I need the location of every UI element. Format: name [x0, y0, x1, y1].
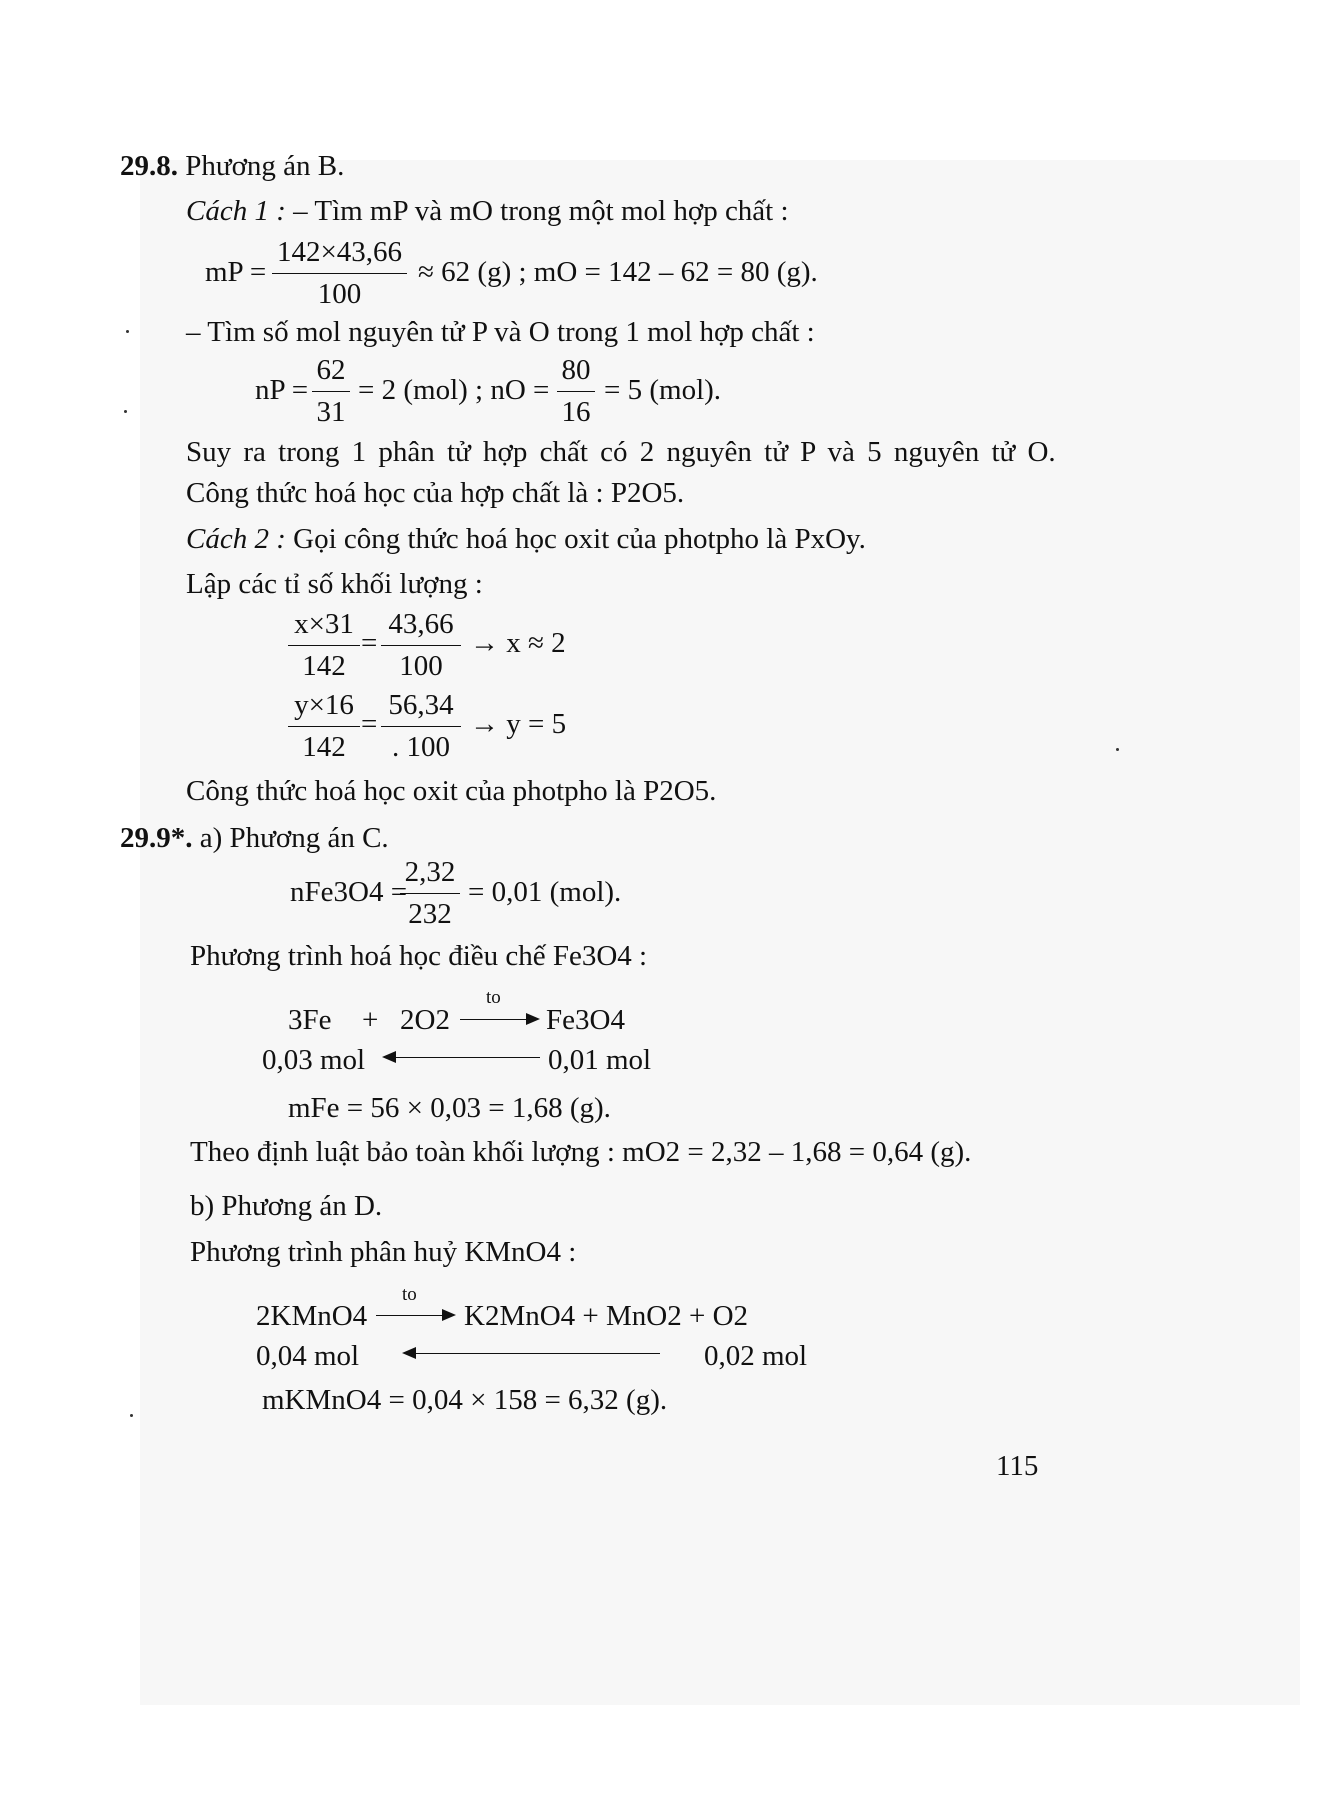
s298-label: 29.8. [120, 150, 178, 182]
s299-heading [120, 824, 389, 853]
n-denominator: 232 [408, 898, 452, 930]
eq-condition: to [486, 987, 501, 1008]
ry-left-bar [288, 726, 360, 727]
eq-product: Fe3O4 [546, 1004, 625, 1036]
s298-c1-text2: – Tìm số mol nguyên tử P và O trong 1 mol hợp chất : [186, 316, 815, 348]
s298-c2-label: Cách 2 : [186, 523, 286, 555]
n-lhs: nFe3O4 = [290, 876, 408, 908]
eq-fe: 3Fe [288, 1004, 332, 1036]
mp-fraction-bar [272, 273, 407, 274]
rx-fraction-right [381, 610, 461, 681]
mol-right: 0,01 mol [548, 1044, 652, 1076]
ry-result: → y = 5 [470, 708, 567, 740]
s299-eq-intro: Phương trình hoá học điều chế Fe3O4 : [190, 940, 648, 972]
n-fraction-bar [400, 893, 460, 894]
eq-arrow-head [526, 1013, 540, 1025]
np-fraction [312, 356, 350, 427]
np-fraction-bar [312, 391, 350, 392]
eq-arrow [460, 1019, 528, 1020]
s299-law: Theo định luật bảo toàn khối lượng : mO2 = 2,32 – 1,68 = 0,64 (g). [190, 1136, 972, 1168]
s299-b-answer: b) Phương án D. [190, 1190, 383, 1222]
s298-c1-line [186, 197, 789, 226]
s298-ratio-intro: Lập các tỉ số khối lượng : [186, 568, 483, 600]
n-rhs: = 0,01 (mol). [468, 876, 622, 908]
b-condition: to [402, 1284, 417, 1305]
s299-label: 29.9*. [120, 822, 193, 854]
rx-left-bar [288, 645, 360, 646]
s298-c2-line [186, 525, 866, 554]
rx-left-num: x×31 [294, 608, 354, 640]
scan-speck [130, 1414, 133, 1417]
ry-fraction-left [288, 691, 360, 762]
scan-speck [126, 330, 129, 333]
ry-right-den: . 100 [392, 731, 450, 763]
ry-equals: = [361, 708, 378, 740]
mol-arrow [394, 1057, 540, 1058]
b-mol-arrow [414, 1353, 660, 1354]
n-fraction [400, 858, 460, 929]
ry-left-num: y×16 [294, 689, 354, 721]
mp-fraction [272, 238, 407, 309]
rx-right-bar [381, 645, 461, 646]
rx-right-num: 43,66 [388, 608, 454, 640]
s298-conclude: Suy ra trong 1 phân tử hợp chất có 2 nguyên tử P và 5 nguyên tử O. [186, 436, 1056, 468]
eq-o2: 2O2 [400, 1004, 450, 1036]
s298-answer: Phương án B. [185, 150, 345, 182]
no-fraction-bar [557, 391, 595, 392]
np-lhs: nP = [255, 374, 309, 406]
mfe-line: mFe = 56 × 0,03 = 1,68 (g). [288, 1092, 611, 1124]
s298-c1-text: – Tìm mP và mO trong một mol hợp chất : [293, 195, 789, 227]
rx-result: → x ≈ 2 [470, 627, 566, 659]
no-rhs: = 5 (mol). [604, 374, 722, 406]
mp-rhs: ≈ 62 (g) ; mO = 142 – 62 = 80 (g). [418, 256, 818, 288]
np-numerator: 62 [316, 354, 346, 386]
rx-left-den: 142 [302, 650, 346, 682]
b-mol-left: 0,04 mol [256, 1340, 360, 1372]
no-denominator: 16 [561, 396, 591, 428]
s299-a-answer: a) Phương án C. [199, 822, 389, 854]
ry-fraction-right [381, 691, 461, 762]
ry-right-num: 56,34 [388, 689, 454, 721]
ry-right-bar [381, 726, 461, 727]
np-denominator: 31 [316, 396, 346, 428]
b-mol-right: 0,02 mol [704, 1340, 808, 1372]
no-numerator: 80 [561, 354, 591, 386]
mp-lhs: mP = [205, 256, 267, 288]
s298-formula2: Công thức hoá học oxit của photpho là P2O5. [186, 775, 717, 807]
b-mass: mKMnO4 = 0,04 × 158 = 6,32 (g). [262, 1384, 668, 1416]
s298-c2-text: Gọi công thức hoá học oxit của photpho là PxOy. [293, 523, 866, 555]
s298-c1-label: Cách 1 : [186, 195, 286, 227]
scan-speck [124, 410, 127, 413]
page-number: 115 [996, 1450, 1039, 1482]
ry-left-den: 142 [302, 731, 346, 763]
np-mid: = 2 (mol) ; nO = [358, 374, 550, 406]
b-products: K2MnO4 + MnO2 + O2 [464, 1300, 749, 1332]
b-arrow-head [442, 1309, 456, 1321]
n-numerator: 2,32 [404, 856, 456, 888]
b-reactant: 2KMnO4 [256, 1300, 368, 1332]
eq-plus: + [362, 1004, 379, 1036]
mp-numerator: 142×43,66 [276, 236, 403, 268]
mp-denominator: 100 [317, 278, 362, 310]
no-fraction [557, 356, 595, 427]
rx-right-den: 100 [399, 650, 443, 682]
mol-left: 0,03 mol [262, 1044, 366, 1076]
b-arrow [376, 1315, 444, 1316]
scan-speck [1116, 748, 1119, 751]
s298-heading [120, 152, 344, 181]
s299-b-intro: Phương trình phân huỷ KMnO4 : [190, 1236, 577, 1268]
rx-fraction-left [288, 610, 360, 681]
s298-formula1: Công thức hoá học của hợp chất là : P2O5. [186, 477, 685, 509]
rx-equals: = [361, 627, 378, 659]
